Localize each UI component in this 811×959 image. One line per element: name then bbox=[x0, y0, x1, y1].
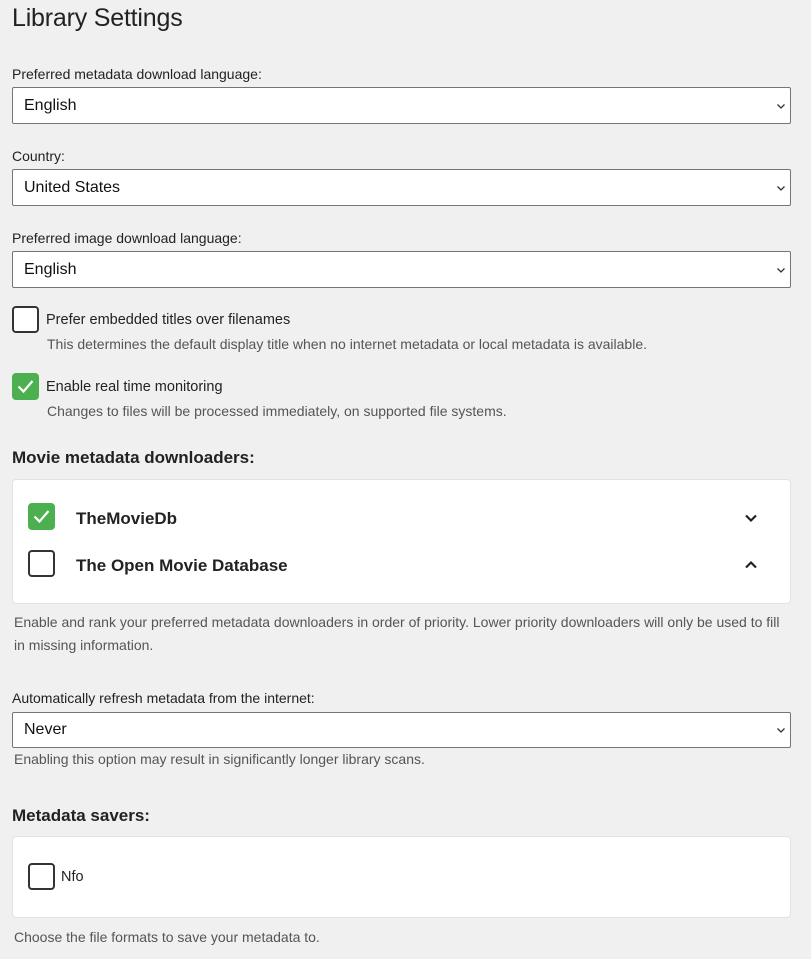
page-title: Library Settings bbox=[12, 4, 183, 32]
chevron-down-icon[interactable] bbox=[741, 508, 761, 528]
chevron-up-icon[interactable] bbox=[741, 555, 761, 575]
prefer-embedded-titles-description: This determines the default display title when no internet metadata or local metadata is available. bbox=[47, 336, 648, 352]
chevron-down-icon bbox=[776, 725, 786, 735]
saver-checkbox-nfo[interactable] bbox=[28, 863, 55, 890]
image-language-label: Preferred image download language: bbox=[12, 230, 242, 246]
image-language-value: English bbox=[24, 260, 77, 278]
downloader-name-omdb: The Open Movie Database bbox=[76, 556, 288, 575]
metadata-savers-heading: Metadata savers: bbox=[12, 806, 150, 825]
movie-downloaders-heading: Movie metadata downloaders: bbox=[12, 448, 255, 467]
downloader-name-themoviedb: TheMovieDb bbox=[76, 509, 178, 528]
checkmark-icon bbox=[33, 509, 50, 524]
metadata-savers-panel bbox=[12, 836, 791, 918]
image-language-select[interactable] bbox=[12, 251, 791, 288]
checkmark-icon bbox=[17, 379, 34, 394]
downloader-checkbox-themoviedb[interactable] bbox=[28, 503, 55, 530]
movie-downloaders-panel bbox=[12, 479, 791, 604]
prefer-embedded-titles-checkbox[interactable] bbox=[12, 306, 39, 333]
auto-refresh-select[interactable] bbox=[12, 712, 791, 748]
country-value: United States bbox=[24, 178, 121, 196]
auto-refresh-label: Automatically refresh metadata from the internet: bbox=[12, 690, 315, 706]
metadata-savers-help: Choose the file formats to save your metadata to. bbox=[14, 929, 320, 945]
country-select[interactable] bbox=[12, 169, 791, 206]
auto-refresh-value: Never bbox=[24, 721, 67, 738]
chevron-down-icon bbox=[776, 101, 786, 111]
metadata-language-label: Preferred metadata download language: bbox=[12, 66, 262, 82]
downloader-checkbox-omdb[interactable] bbox=[28, 550, 55, 577]
chevron-down-icon bbox=[776, 265, 786, 275]
saver-name-nfo: Nfo bbox=[61, 869, 84, 885]
auto-refresh-help: Enabling this option may result in significantly longer library scans. bbox=[14, 751, 425, 767]
country-label: Country: bbox=[12, 148, 65, 164]
movie-downloaders-help: Enable and rank your preferred metadata downloaders in order of priority. Lower priority downloaders will only be used to fill in missing information. bbox=[14, 614, 780, 653]
realtime-monitoring-label: Enable real time monitoring bbox=[46, 379, 223, 395]
realtime-monitoring-checkbox[interactable] bbox=[12, 373, 39, 400]
metadata-language-select[interactable] bbox=[12, 87, 791, 124]
chevron-down-icon bbox=[776, 183, 786, 193]
metadata-language-value: English bbox=[24, 96, 77, 114]
realtime-monitoring-description: Changes to files will be processed immediately, on supported file systems. bbox=[47, 403, 507, 419]
prefer-embedded-titles-label: Prefer embedded titles over filenames bbox=[46, 312, 291, 328]
